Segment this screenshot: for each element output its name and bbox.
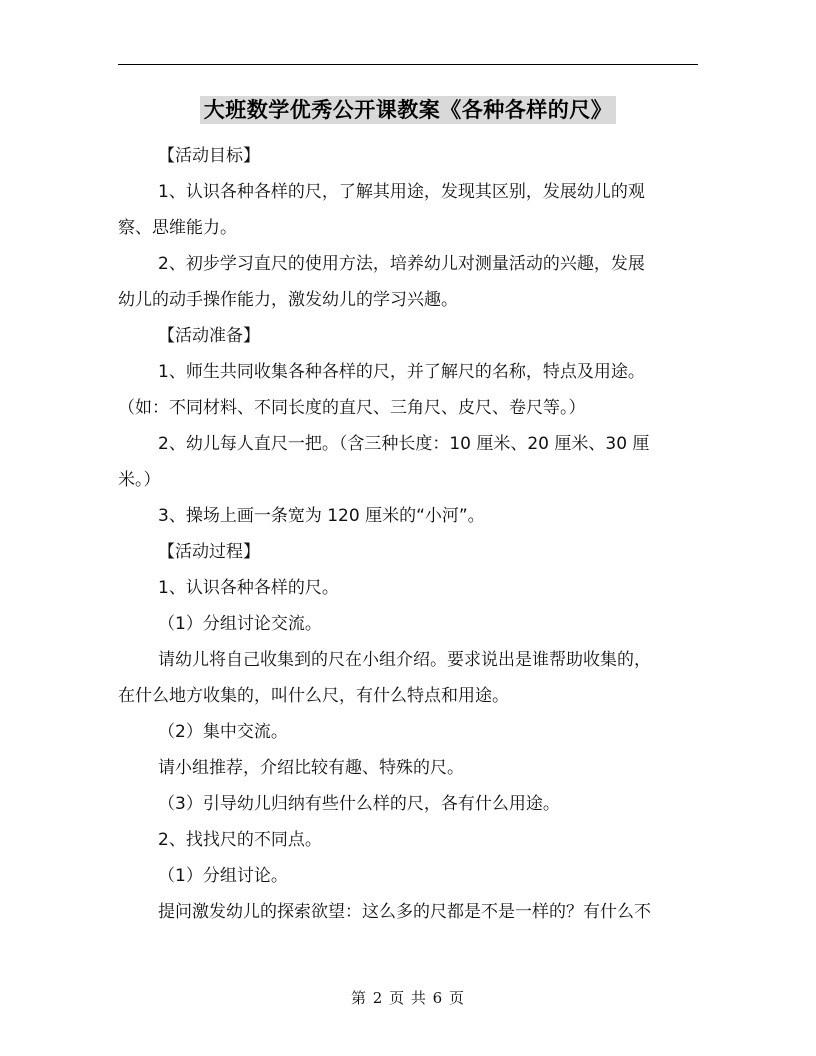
paragraph-line: 3、操场上画一条宽为 120 厘米的“小河”。	[158, 506, 485, 526]
paragraph-line: 米。）	[118, 470, 161, 490]
paragraph-line: （3）引导幼儿归纳有些什么样的尺，各有什么用途。	[158, 794, 560, 814]
paragraph-line: 察、思维能力。	[118, 218, 237, 238]
paragraph-line: 请幼儿将自己收集到的尺在小组介绍。要求说出是谁帮助收集的，	[158, 650, 651, 670]
section-heading-process: 【活动过程】	[158, 542, 260, 562]
document-body	[118, 138, 698, 930]
paragraph-line: 2、找找尺的不同点。	[158, 830, 322, 850]
section-heading-preparation: 【活动准备】	[158, 326, 260, 346]
paragraph-line: 请小组推荐，介绍比较有趣、特殊的尺。	[158, 758, 464, 778]
paragraph-line: （1）分组讨论。	[158, 866, 288, 886]
paragraph-line: （如：不同材料、不同长度的直尺、三角尺、皮尺、卷尺等。）	[118, 398, 586, 418]
paragraph-line: 2、初步学习直尺的使用方法，培养幼儿对测量活动的兴趣，发展	[158, 254, 645, 274]
paragraph-line: 幼儿的动手操作能力，激发幼儿的学习兴趣。	[118, 290, 458, 310]
paragraph-line: 1、师生共同收集各种各样的尺，并了解尺的名称，特点及用途。	[158, 362, 645, 382]
paragraph-line: 2、幼儿每人直尺一把。（含三种长度：10 厘米、20 厘米、30 厘	[158, 434, 650, 454]
title-container	[0, 96, 816, 124]
header-rule	[118, 64, 698, 65]
paragraph-line: 1、认识各种各样的尺。	[158, 578, 339, 598]
paragraph-line: 提问激发幼儿的探索欲望：这么多的尺都是不是一样的？有什么不	[158, 902, 651, 922]
paragraph-line: 1、认识各种各样的尺，了解其用途，发现其区别，发展幼儿的观	[158, 182, 645, 202]
paragraph-line: 在什么地方收集的，叫什么尺，有什么特点和用途。	[118, 686, 509, 706]
paragraph-line: （2）集中交流。	[158, 722, 288, 742]
document-title: 大班数学优秀公开课教案《各种各样的尺》	[200, 96, 617, 124]
section-heading-objectives: 【活动目标】	[158, 146, 260, 166]
page-number-footer: 第 2 页 共 6 页	[351, 989, 465, 1007]
paragraph-line: （1）分组讨论交流。	[158, 614, 322, 634]
